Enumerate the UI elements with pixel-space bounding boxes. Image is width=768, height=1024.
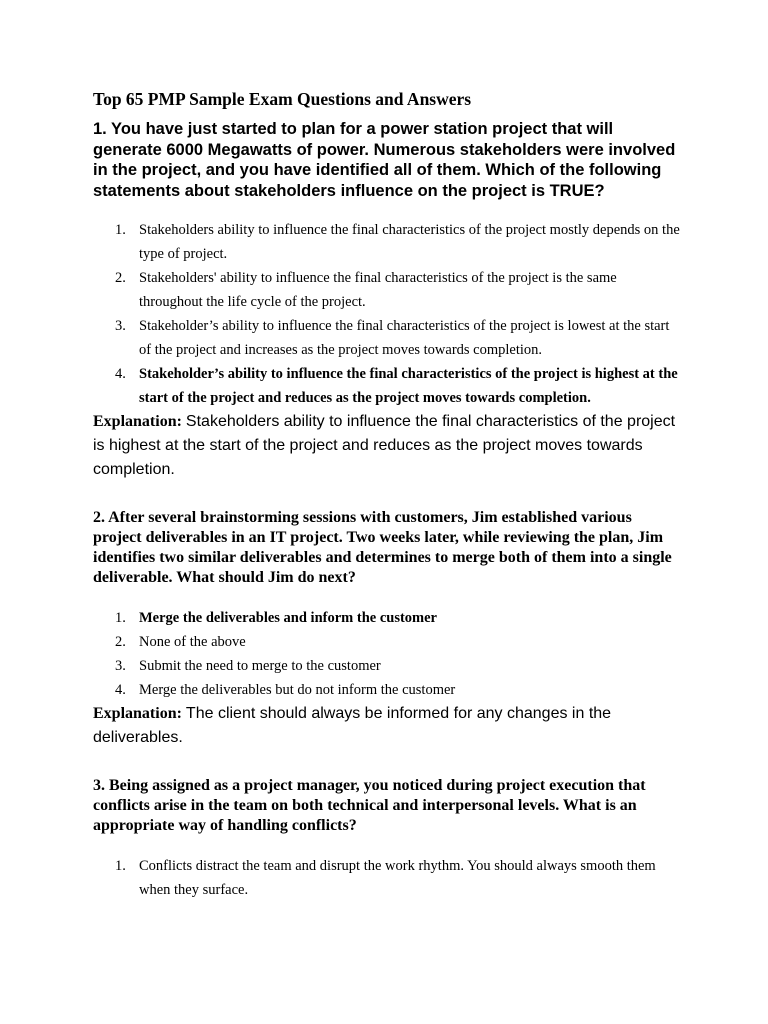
option-text: None of the above [139,634,246,650]
question-2-explanation [93,702,683,750]
question-1 [93,119,683,482]
question-2-option-4 [93,678,683,702]
option-number: 1. [115,858,126,874]
option-number: 2. [115,634,126,650]
option-text: Stakeholders' ability to influence the final characteristics of the project is the same throughout the life cycle of the project. [139,270,617,310]
question-1-option-2 [93,266,683,314]
question-1-option-1 [93,218,683,266]
option-text: Submit the need to merge to the customer [139,658,381,674]
explanation-text: The client should always be informed for any changes in the deliverables. [93,705,612,746]
document-title: Top 65 PMP Sample Exam Questions and Answers [93,89,472,109]
question-1-text: 1. You have just started to plan for a power station project that will generate 6000 Megawatts of power. Numerous stakeholders were involved in the project, and you have identified all of them. Which of the following statements about stakeholders influence on the project is TRUE? [93,120,676,200]
option-number: 1. [115,222,126,238]
question-2 [93,508,683,750]
option-text: Stakeholders ability to influence the final characteristics of the project mostly depends on the type of project. [139,222,680,262]
document-page [93,88,683,902]
question-2-options [93,606,683,702]
question-1-option-4-correct [93,362,683,410]
option-number: 3. [115,658,126,674]
question-2-option-2 [93,630,683,654]
option-number: 1. [115,610,126,626]
question-1-option-3 [93,314,683,362]
question-1-explanation [93,410,683,482]
option-number: 3. [115,318,126,334]
question-3-option-1 [93,854,683,902]
option-text: Stakeholder’s ability to influence the final characteristics of the project is highest at the start of the project and reduces as the project moves towards completion. [139,366,678,406]
question-3 [93,776,683,902]
question-1-options [93,218,683,410]
explanation-label: Explanation: [93,705,182,722]
option-text: Merge the deliverables but do not inform the customer [139,682,456,698]
question-2-option-1-correct [93,606,683,630]
explanation-label: Explanation: [93,413,182,430]
explanation-text: Stakeholders ability to influence the final characteristics of the project is highest at the start of the project and reduces as the project moves towards completion. [93,413,676,478]
question-3-options [93,854,683,902]
option-text: Conflicts distract the team and disrupt the work rhythm. You should always smooth them when they surface. [139,858,656,898]
option-text: Stakeholder’s ability to influence the final characteristics of the project is lowest at the start of the project and increases as the project moves towards completion. [139,318,670,358]
question-2-option-3 [93,654,683,678]
option-text: Merge the deliverables and inform the customer [139,610,437,626]
spacer [93,482,683,508]
option-number: 4. [115,682,126,698]
option-number: 4. [115,366,126,382]
spacer [93,750,683,776]
question-3-text: 3. Being assigned as a project manager, you noticed during project execution that conflicts arise in the team on both technical and interpersonal levels. What is an appropriate way of handling conflicts? [93,777,646,834]
option-number: 2. [115,270,126,286]
question-2-text: 2. After several brainstorming sessions with customers, Jim established various project deliverables in an IT project. Two weeks later, while reviewing the plan, Jim identifies two similar deliverables and determines to merge both of them into a single deliverable. What should Jim do next? [93,509,672,586]
